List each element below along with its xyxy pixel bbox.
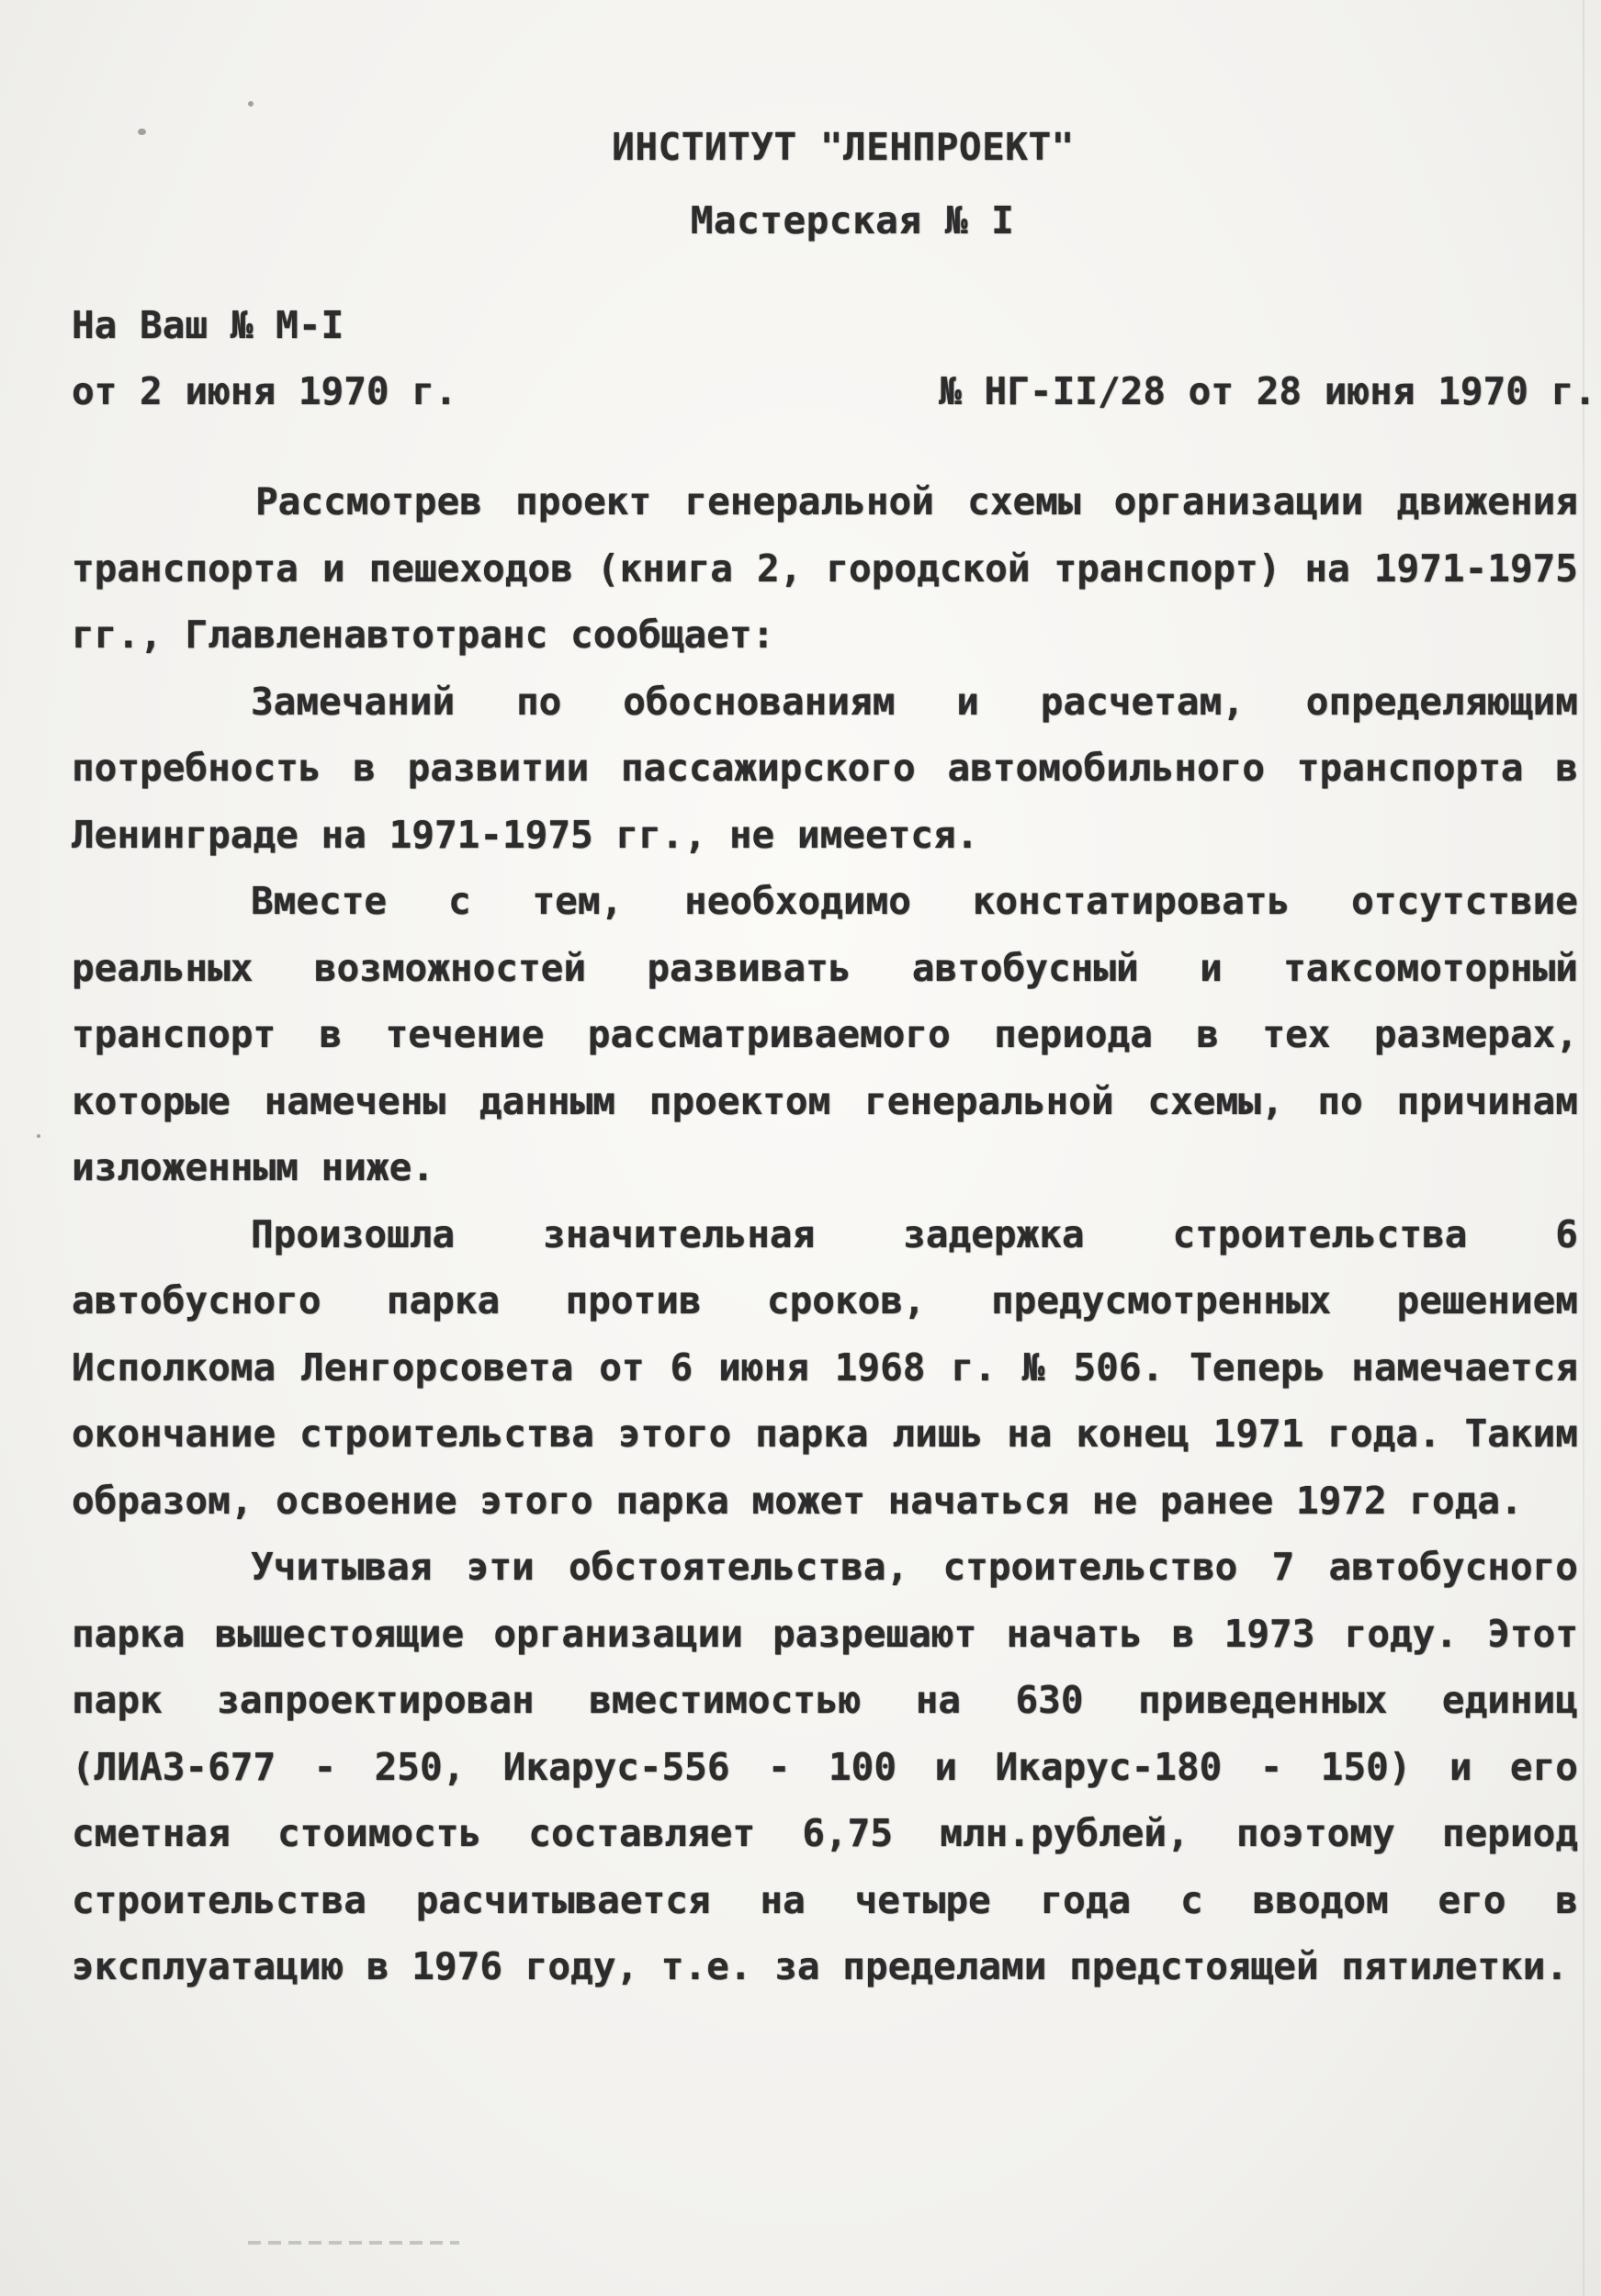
paragraph: Вместе с тем, необходимо констатировать отсутствие реальных возможностей развивать автобусный и таксомоторный транспорт в течение рассматриваемого периода в тех размерах, которые намечены данным проектом генеральной схемы, по причинам изложенным ниже. — [72, 879, 1578, 1189]
incoming-date: от 2 июня 1970 г. — [72, 369, 457, 413]
reference-row-2 — [72, 358, 1596, 424]
workshop-title: Мастерская № I — [690, 198, 1015, 242]
reference-block — [72, 292, 1596, 424]
outgoing-reference: № НГ-II/28 от 28 июня 1970 г. — [939, 369, 1596, 413]
body-text — [72, 468, 1578, 2000]
scan-artifact — [248, 2241, 459, 2245]
paragraph: Замечаний по обоснованиям и расчетам, определяющим потребность в развитии пассажирского автомобильного транспорта в Ленинграде на 1971-1975 гг., не имеется. — [72, 679, 1578, 857]
reference-row-1 — [72, 292, 1596, 358]
institute-title: ИНСТИТУТ "ЛЕНПРОЕКТ" — [612, 125, 1075, 169]
incoming-number: На Ваш № М-I — [72, 303, 344, 347]
paragraph: Рассмотрев проект генеральной схемы организации движения транспорта и пешеходов (книга 2, городской транспорт) на 1971-1975 гг., Главленавтотранс сообщает: — [72, 479, 1578, 657]
paragraph: Произошла значительная задержка строительства 6 автобусного парка против сроков, предусмотренных решением Исполкома Ленгорсовета от 6 июня 1968 г. № 506. Теперь намечается окончание строительства этого парка лишь на конец 1971 года. Таким образом, освоение этого парка может начаться не ранее 1972 года. — [72, 1211, 1578, 1523]
paragraph: Учитывая эти обстоятельства, строительство 7 автобусного парка вышестоящие организации разрешают начать в 1973 году. Этот парк запроектирован вместимостью на 630 приведенных единиц (ЛИАЗ-677 - 250, Икарус-556 - 100 и Икарус-180 - 150) и его сметная стоимость составляет 6,75 млн.рублей, поэтому период строительства расчитывается на четыре года с вводом его в эксплуатацию в 1976 году, т.е. за пределами предстоящей пятилетки. — [72, 1545, 1578, 1988]
ink-speck — [37, 1134, 40, 1138]
letter-body — [72, 110, 1596, 2000]
ink-speck — [248, 101, 254, 107]
